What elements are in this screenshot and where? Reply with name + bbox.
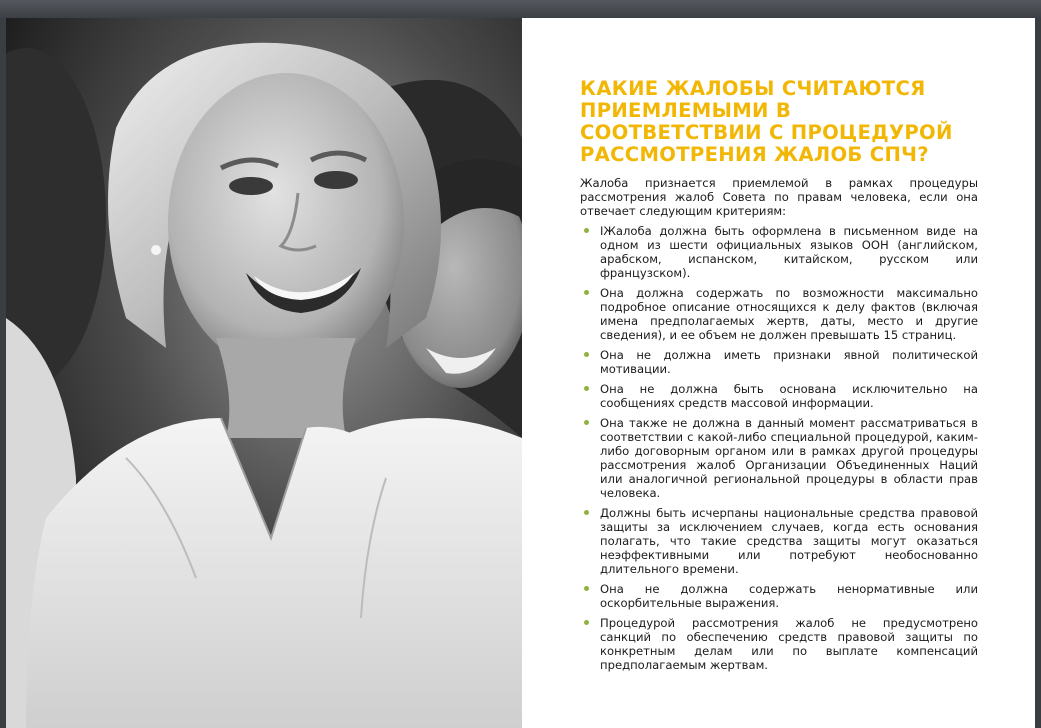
bullet-icon bbox=[584, 386, 589, 391]
bullet-icon bbox=[584, 352, 589, 357]
bullet-icon bbox=[584, 290, 589, 295]
criterion-text: Она не должна быть основана исключительно на сообщениях средств массовой информации. bbox=[600, 382, 978, 410]
bullet-icon bbox=[584, 420, 589, 425]
criterion-text: Она не должна содержать ненормативные или оскорбительные выражения. bbox=[600, 582, 978, 610]
criterion-item bbox=[580, 506, 978, 576]
viewer-top-bar bbox=[0, 0, 1041, 18]
criterion-text: Она также не должна в данный момент рассматриваться в соответствии с какой-либо специальной процедурой, каким-либо договорным органом или в рамках другой процедуры рассмотрения жалоб Организации Объединенных Наций или аналогичной региональной процедуры в области прав человека. bbox=[600, 416, 978, 500]
criterion-text: Она не должна иметь признаки явной политической мотивации. bbox=[600, 348, 978, 376]
criterion-text: IЖалоба должна быть оформлена в письменном виде на одном из шести официальных языков ООН (английском, арабском, испанском, китайском, русском или французском). bbox=[600, 224, 978, 280]
text-column bbox=[580, 78, 978, 678]
criterion-item bbox=[580, 348, 978, 376]
smiling-women-photo bbox=[6, 18, 522, 728]
criteria-list bbox=[580, 224, 978, 672]
criterion-item bbox=[580, 416, 978, 500]
intro-paragraph: Жалоба признается приемлемой в рамках процедуры рассмотрения жалоб Совета по правам человека, если она отвечает следующим критериям: bbox=[580, 176, 978, 218]
document-page bbox=[6, 18, 1035, 728]
criterion-item bbox=[580, 382, 978, 410]
criterion-item bbox=[580, 286, 978, 342]
criterion-text: Должны быть исчерпаны национальные средства правовой защиты за исключением случаев, когда есть основания полагать, что такие средства защиты могут оказаться неэффективными или потребуют необоснованно длительного времени. bbox=[600, 506, 978, 576]
bullet-icon bbox=[584, 620, 589, 625]
page-heading: КАКИЕ ЖАЛОБЫ СЧИТАЮТСЯ ПРИЕМЛЕМЫМИ В СООТВЕТСТВИИ С ПРОЦЕДУРОЙ РАССМОТРЕНИЯ ЖАЛОБ СПЧ? bbox=[580, 77, 953, 166]
criterion-text: Процедурой рассмотрения жалоб не предусмотрено санкций по обеспечению средств правовой защиты по конкретным делам или по выплате компенсаций предполагаемым жертвам. bbox=[600, 616, 978, 672]
criterion-text: Она должна содержать по возможности максимально подробное описание относящихся к делу фактов (включая имена предполагаемых жертв, даты, место и другие сведения), и ее объем не должен превышать 15 страниц. bbox=[600, 286, 978, 342]
criterion-item bbox=[580, 582, 978, 610]
criterion-item bbox=[580, 616, 978, 672]
bullet-icon bbox=[584, 228, 589, 233]
bullet-icon bbox=[584, 510, 589, 515]
photo-illustration bbox=[6, 18, 522, 728]
bullet-icon bbox=[584, 586, 589, 591]
criterion-item bbox=[580, 224, 978, 280]
